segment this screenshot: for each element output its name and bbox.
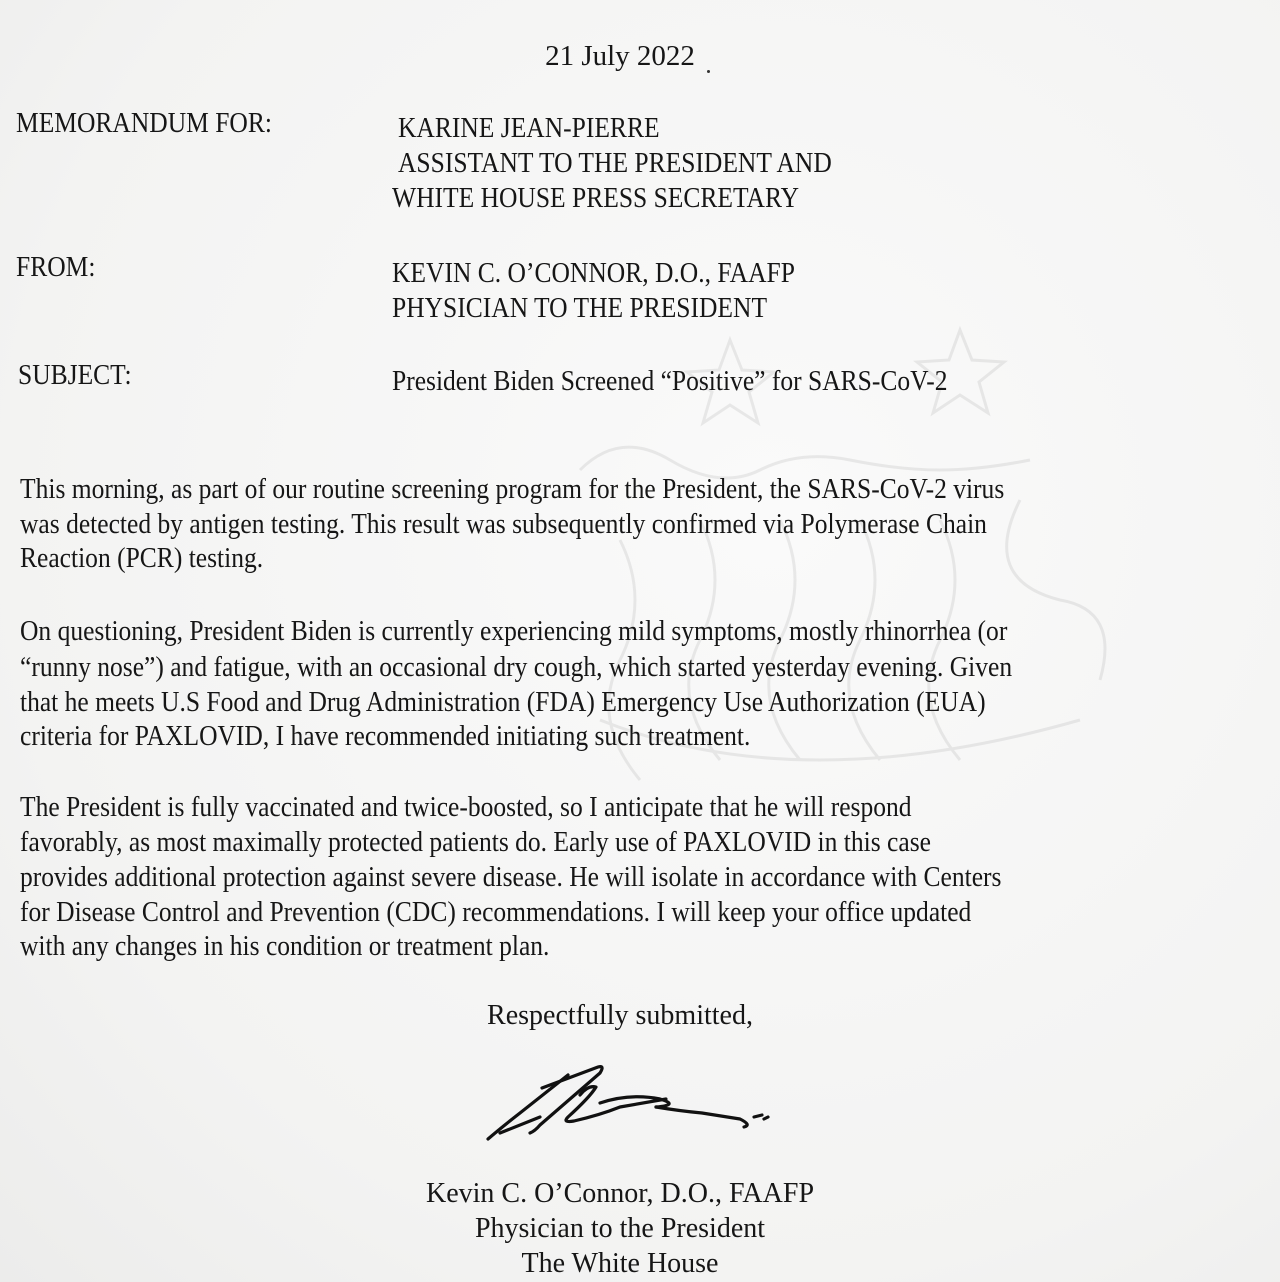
paragraph-line: favorably, as most maximally protected patients do. Early use of PAXLOVID in this case (20, 826, 931, 858)
paragraph-line: On questioning, President Biden is currently experiencing mild symptoms, mostly rhinorrhea (or (20, 615, 1008, 647)
memo-from-line: PHYSICIAN TO THE PRESIDENT (392, 292, 768, 324)
paragraph-line: was detected by antigen testing. This result was subsequently confirmed via Polymerase Chain (20, 508, 987, 540)
paragraph-line: with any changes in his condition or treatment plan. (20, 930, 550, 962)
memo-from-label: FROM: (16, 251, 96, 283)
memo-from-line: KEVIN C. O’CONNOR, D.O., FAAFP (392, 257, 795, 289)
memo-for-line: KARINE JEAN-PIERRE (398, 112, 660, 144)
paragraph-line: This morning, as part of our routine screening program for the President, the SARS-CoV-2 virus (20, 473, 1005, 505)
paragraph-line: provides additional protection against severe disease. He will isolate in accordance with Centers (20, 861, 1002, 893)
signature-icon (480, 1055, 800, 1150)
paragraph-line: criteria for PAXLOVID, I have recommended initiating such treatment. (20, 720, 751, 752)
signoff-organization: The White House (521, 1248, 719, 1279)
signoff-title: Physician to the President (474, 1213, 766, 1244)
signoff-name: Kevin C. O’Connor, D.O., FAAFP (425, 1178, 815, 1209)
paragraph-line: Reaction (PCR) testing. (20, 542, 264, 574)
memo-date: 21 July 2022 (545, 40, 695, 72)
memo-subject-label: SUBJECT: (18, 359, 132, 391)
closing: Respectfully submitted, (487, 1000, 753, 1031)
paragraph-line: The President is fully vaccinated and twice-boosted, so I anticipate that he will respond (20, 791, 912, 823)
memo-subject: President Biden Screened “Positive” for SARS-CoV-2 (392, 365, 948, 397)
memo-for-line: WHITE HOUSE PRESS SECRETARY (392, 182, 800, 214)
paragraph-line: that he meets U.S Food and Drug Administration (FDA) Emergency Use Authorization (EUA) (20, 686, 986, 718)
memo-for-line: ASSISTANT TO THE PRESIDENT AND (398, 147, 832, 179)
paragraph-line: for Disease Control and Prevention (CDC) recommendations. I will keep your office updated (20, 896, 972, 928)
paragraph-line: “runny nose”) and fatigue, with an occasional dry cough, which started yesterday evening. Given (20, 651, 1013, 683)
memo-for-label: MEMORANDUM FOR: (16, 107, 272, 139)
